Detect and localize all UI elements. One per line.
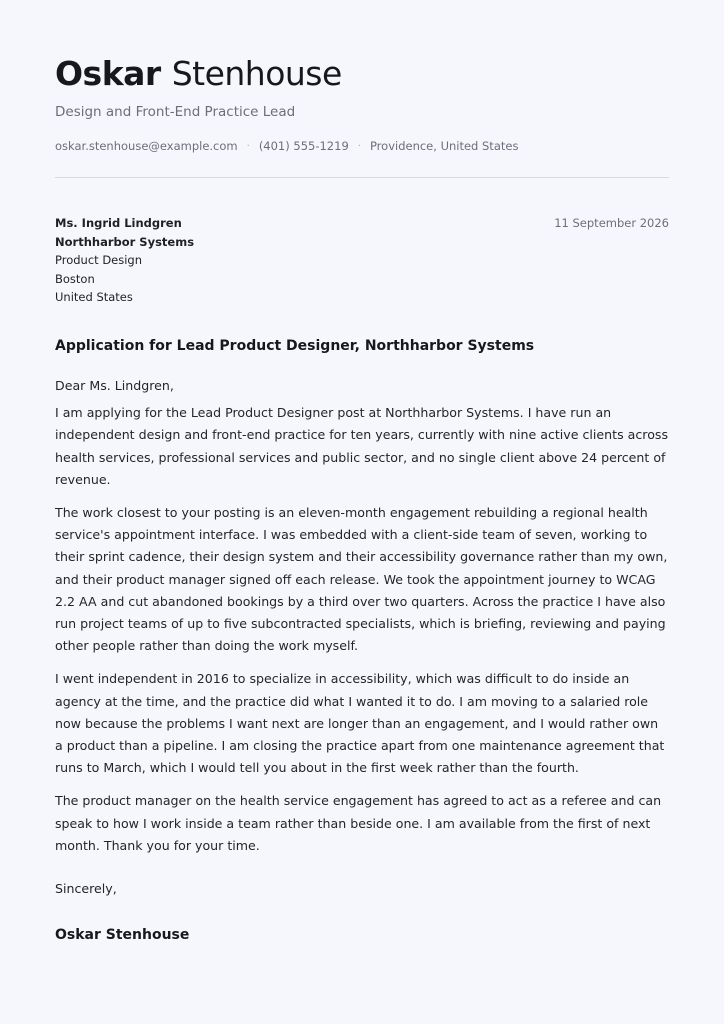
body-paragraph: I am applying for the Lead Product Designer post at Northharbor Systems. I have run an independent design and front-end practice for ten years, currently with nine active clients across health services, professional services and public sector, and no single client above 24 percent of revenue. [55,405,669,487]
sender-first-name: Oskar [55,54,161,93]
salutation: Dear Ms. Lindgren, [55,378,174,393]
contact-line [55,139,518,153]
letter-subject: Application for Lead Product Designer, Northharbor Systems [55,338,535,354]
body-paragraph: The work closest to your posting is an eleven-month engagement rebuilding a regional health service's appointment interface. I was embedded with a client-side team of seven, working to their sprint cadence, their design system and their accessibility governance rather than my own, and their product manager signed off each release. We took the appointment journey to WCAG 2.2 AA and cut abandoned bookings by a third over two quarters. Across the practice I have also run project teams of up to five subcontracted specialists, which is briefing, reviewing and paying other people rather than doing the work myself. [55,505,668,654]
separator-dot: · [357,140,361,152]
sender-location: Providence, United States [369,139,519,153]
separator-dot: · [246,140,250,152]
recipient-city: Boston [55,271,95,286]
recipient-country: United States [55,290,133,304]
sender-email[interactable]: oskar.stenhouse@example.com [55,139,238,153]
recipient-block [55,214,194,307]
sender-phone[interactable]: (401) 555-1219 [258,139,349,153]
letter-date: 11 September 2026 [554,216,669,230]
recipient-name: Ms. Ingrid Lindgren [55,216,182,230]
sender-last-name: Stenhouse [171,54,342,93]
closing: Sincerely, [55,881,117,896]
signature: Oskar Stenhouse [55,927,190,943]
sender-name [55,52,342,96]
body-paragraph: The product manager on the health service engagement has agreed to act as a referee and can speak to how I work inside a team rather than beside one. I am available from the first of next month. Thank you for your time. [55,793,662,853]
sender-title: Design and Front-End Practice Lead [55,104,296,120]
header-divider [55,177,669,178]
recipient-company: Northharbor Systems [55,234,195,249]
body-paragraph: I went independent in 2016 to specialize in accessibility, which was difficult to do inside an agency at the time, and the practice did what I wanted it to do. I am moving to a salaried role now because the problems I want next are longer than an engagement, and I would rather own a product than a pipeline. I am closing the practice apart from one maintenance agreement that runs to March, which I would tell you about in the first week rather than the fourth. [55,671,665,776]
recipient-department: Product Design [55,253,143,267]
letter-body [55,375,669,868]
